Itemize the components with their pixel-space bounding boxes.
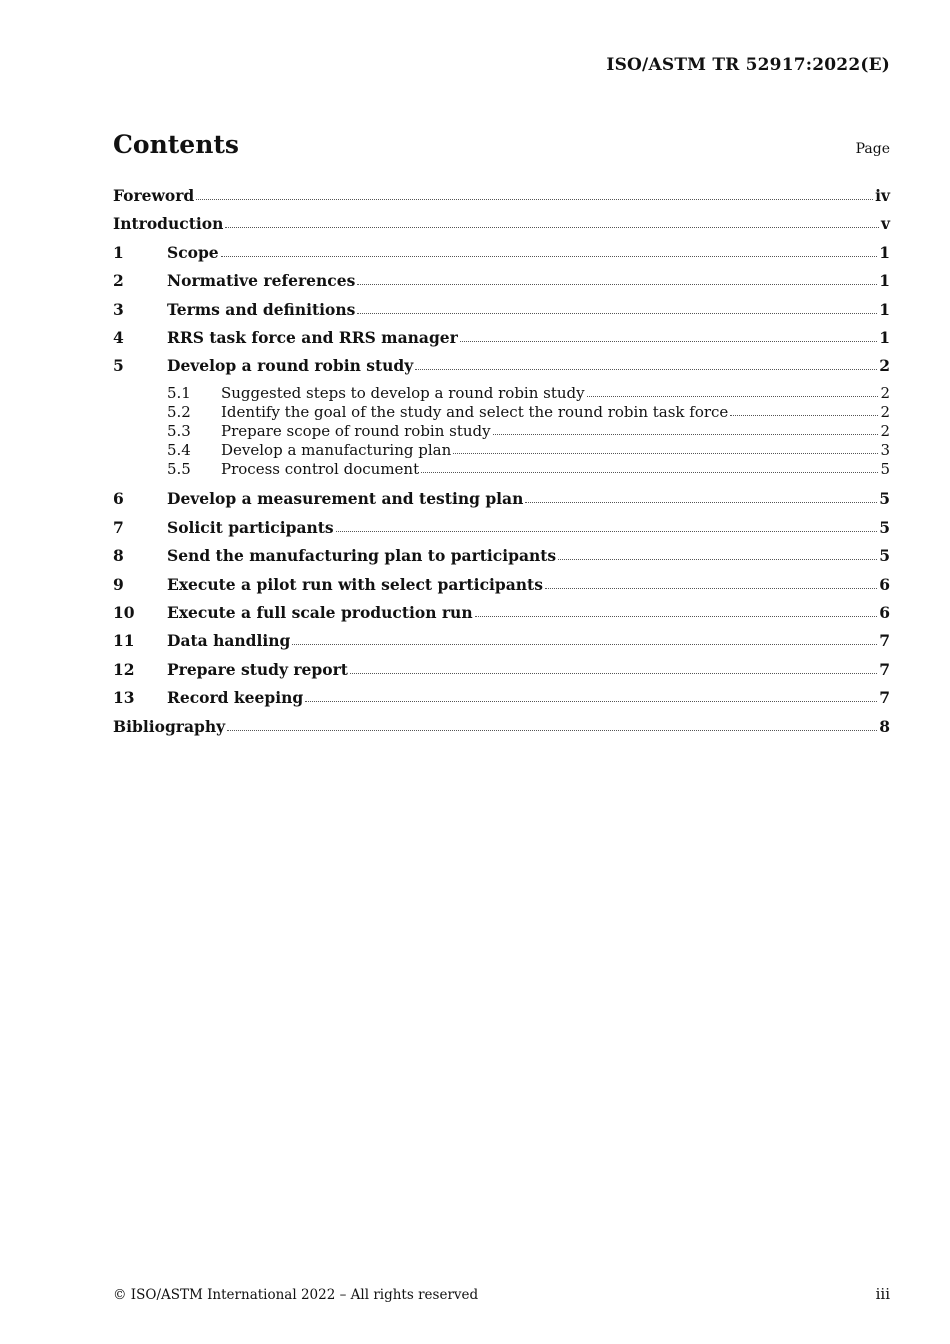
dot-leader <box>730 415 878 416</box>
page-column-label: Page <box>855 141 890 157</box>
toc-entry[interactable] <box>113 716 890 744</box>
dot-leader <box>525 502 877 503</box>
toc-entry-page: 7 <box>879 631 890 651</box>
toc-entry-page: 5 <box>880 460 890 479</box>
toc-entry-title: Develop a measurement and testing plan <box>167 489 524 509</box>
toc-entry-page: 3 <box>880 441 890 460</box>
toc-entry-page: 1 <box>879 327 890 347</box>
toc-entry-number: 7 <box>113 517 124 537</box>
toc-entry-number: 11 <box>113 631 135 651</box>
toc-entry-title: Normative references <box>167 271 356 291</box>
toc-entry-title: Introduction <box>113 214 224 234</box>
dot-leader <box>225 227 879 228</box>
dot-leader <box>305 701 877 702</box>
dot-leader <box>493 434 879 435</box>
dot-leader <box>357 313 877 314</box>
toc-entry-title: Foreword <box>113 186 195 205</box>
toc-entry-title: Execute a full scale production run <box>167 603 473 623</box>
toc-entry-title: Suggested steps to develop a round robin study <box>221 383 585 402</box>
toc-subentry[interactable] <box>113 403 890 422</box>
toc-entry-page: 7 <box>879 688 890 708</box>
toc-entry-title: Scope <box>167 242 219 262</box>
page-footer <box>113 1285 890 1303</box>
dot-leader <box>460 341 877 342</box>
table-of-contents <box>113 185 890 744</box>
toc-entry-page: v <box>880 214 890 234</box>
dot-leader <box>350 673 877 674</box>
toc-entry[interactable] <box>113 488 890 516</box>
toc-entry[interactable] <box>113 185 890 213</box>
toc-entry-page: 5 <box>879 517 890 537</box>
toc-entry-title: Send the manufacturing plan to participants <box>167 546 557 566</box>
dot-leader <box>558 559 877 560</box>
toc-entry-number: 9 <box>113 574 124 594</box>
toc-entry-title: Execute a pilot run with select participants <box>167 574 543 594</box>
toc-entry-number: 5.2 <box>167 402 191 421</box>
toc-entry-title: Terms and definitions <box>167 299 356 319</box>
toc-entry-title: Bibliography <box>113 716 226 736</box>
toc-entry-number: 2 <box>113 271 124 291</box>
dot-leader <box>545 588 877 589</box>
toc-entry[interactable] <box>113 687 890 715</box>
toc-entry[interactable] <box>113 602 890 630</box>
toc-entry-number: 3 <box>113 299 124 319</box>
toc-entry-page: 5 <box>879 489 890 509</box>
toc-entry-number: 6 <box>113 489 124 509</box>
toc-entry[interactable] <box>113 630 890 658</box>
toc-entry-page: 2 <box>880 383 890 402</box>
toc-entry-number: 5.4 <box>167 441 191 460</box>
toc-entry-number: 8 <box>113 546 124 566</box>
toc-subentry[interactable] <box>113 422 890 441</box>
dot-leader <box>453 453 878 454</box>
copyright-notice: © ISO/ASTM International 2022 – All rights reserved <box>113 1287 479 1303</box>
toc-entry[interactable] <box>113 517 890 545</box>
dot-leader <box>587 396 879 397</box>
toc-entry-title: Record keeping <box>167 688 304 708</box>
toc-entry-number: 5.5 <box>167 460 191 479</box>
toc-entry[interactable] <box>113 213 890 241</box>
toc-entry-title: Develop a manufacturing plan <box>221 441 452 460</box>
dot-leader <box>221 256 878 257</box>
contents-title: Contents <box>113 130 240 159</box>
toc-entry-number: 12 <box>113 659 135 679</box>
toc-entry-page: 8 <box>879 716 890 736</box>
toc-entry-number: 5 <box>113 356 124 376</box>
toc-entry-page: 7 <box>879 659 890 679</box>
dot-leader <box>292 644 877 645</box>
toc-entry-page: iv <box>875 186 890 205</box>
toc-entry[interactable] <box>113 270 890 298</box>
toc-entry-number: 1 <box>113 242 124 262</box>
toc-entry-title: Develop a round robin study <box>167 356 414 376</box>
toc-entry-page: 6 <box>879 603 890 623</box>
toc-entry-page: 2 <box>880 422 890 441</box>
dot-leader <box>415 369 877 370</box>
toc-entry-page: 6 <box>879 574 890 594</box>
toc-entry-page: 5 <box>879 546 890 566</box>
toc-entry[interactable] <box>113 574 890 602</box>
toc-entry-number: 5.1 <box>167 383 191 402</box>
toc-entry[interactable] <box>113 659 890 687</box>
toc-entry-number: 13 <box>113 688 135 708</box>
toc-entry-title: Data handling <box>167 631 291 651</box>
dot-leader <box>421 472 878 473</box>
toc-entry-title: RRS task force and RRS manager <box>167 327 458 347</box>
toc-entry-page: 1 <box>879 299 890 319</box>
toc-subentry[interactable] <box>113 384 890 403</box>
document-code: ISO/ASTM TR 52917:2022(E) <box>606 55 890 75</box>
toc-entry-page: 2 <box>879 356 890 376</box>
toc-subentry[interactable] <box>113 460 890 488</box>
toc-entry[interactable] <box>113 327 890 355</box>
dot-leader <box>196 199 873 200</box>
dot-leader <box>475 616 878 617</box>
dot-leader <box>336 531 878 532</box>
page-number: iii <box>875 1285 890 1303</box>
toc-entry-page: 1 <box>879 242 890 262</box>
toc-entry[interactable] <box>113 299 890 327</box>
toc-entry-title: Solicit participants <box>167 517 334 537</box>
toc-entry[interactable] <box>113 545 890 573</box>
toc-entry-title: Process control document <box>221 460 420 479</box>
toc-entry-number: 10 <box>113 603 135 623</box>
dot-leader <box>227 730 877 731</box>
toc-entry-title: Prepare scope of round robin study <box>221 422 491 441</box>
toc-entry-number: 4 <box>113 327 124 347</box>
toc-entry-title: Identify the goal of the study and select the round robin task force <box>221 402 729 421</box>
toc-entry-number: 5.3 <box>167 422 191 441</box>
toc-entry[interactable] <box>113 355 890 383</box>
toc-entry-page: 2 <box>880 402 890 421</box>
toc-entry-title: Prepare study report <box>167 659 348 679</box>
toc-subentry[interactable] <box>113 441 890 460</box>
toc-entry[interactable] <box>113 242 890 270</box>
dot-leader <box>357 284 877 285</box>
toc-entry-page: 1 <box>879 271 890 291</box>
contents-heading-row <box>113 130 890 159</box>
